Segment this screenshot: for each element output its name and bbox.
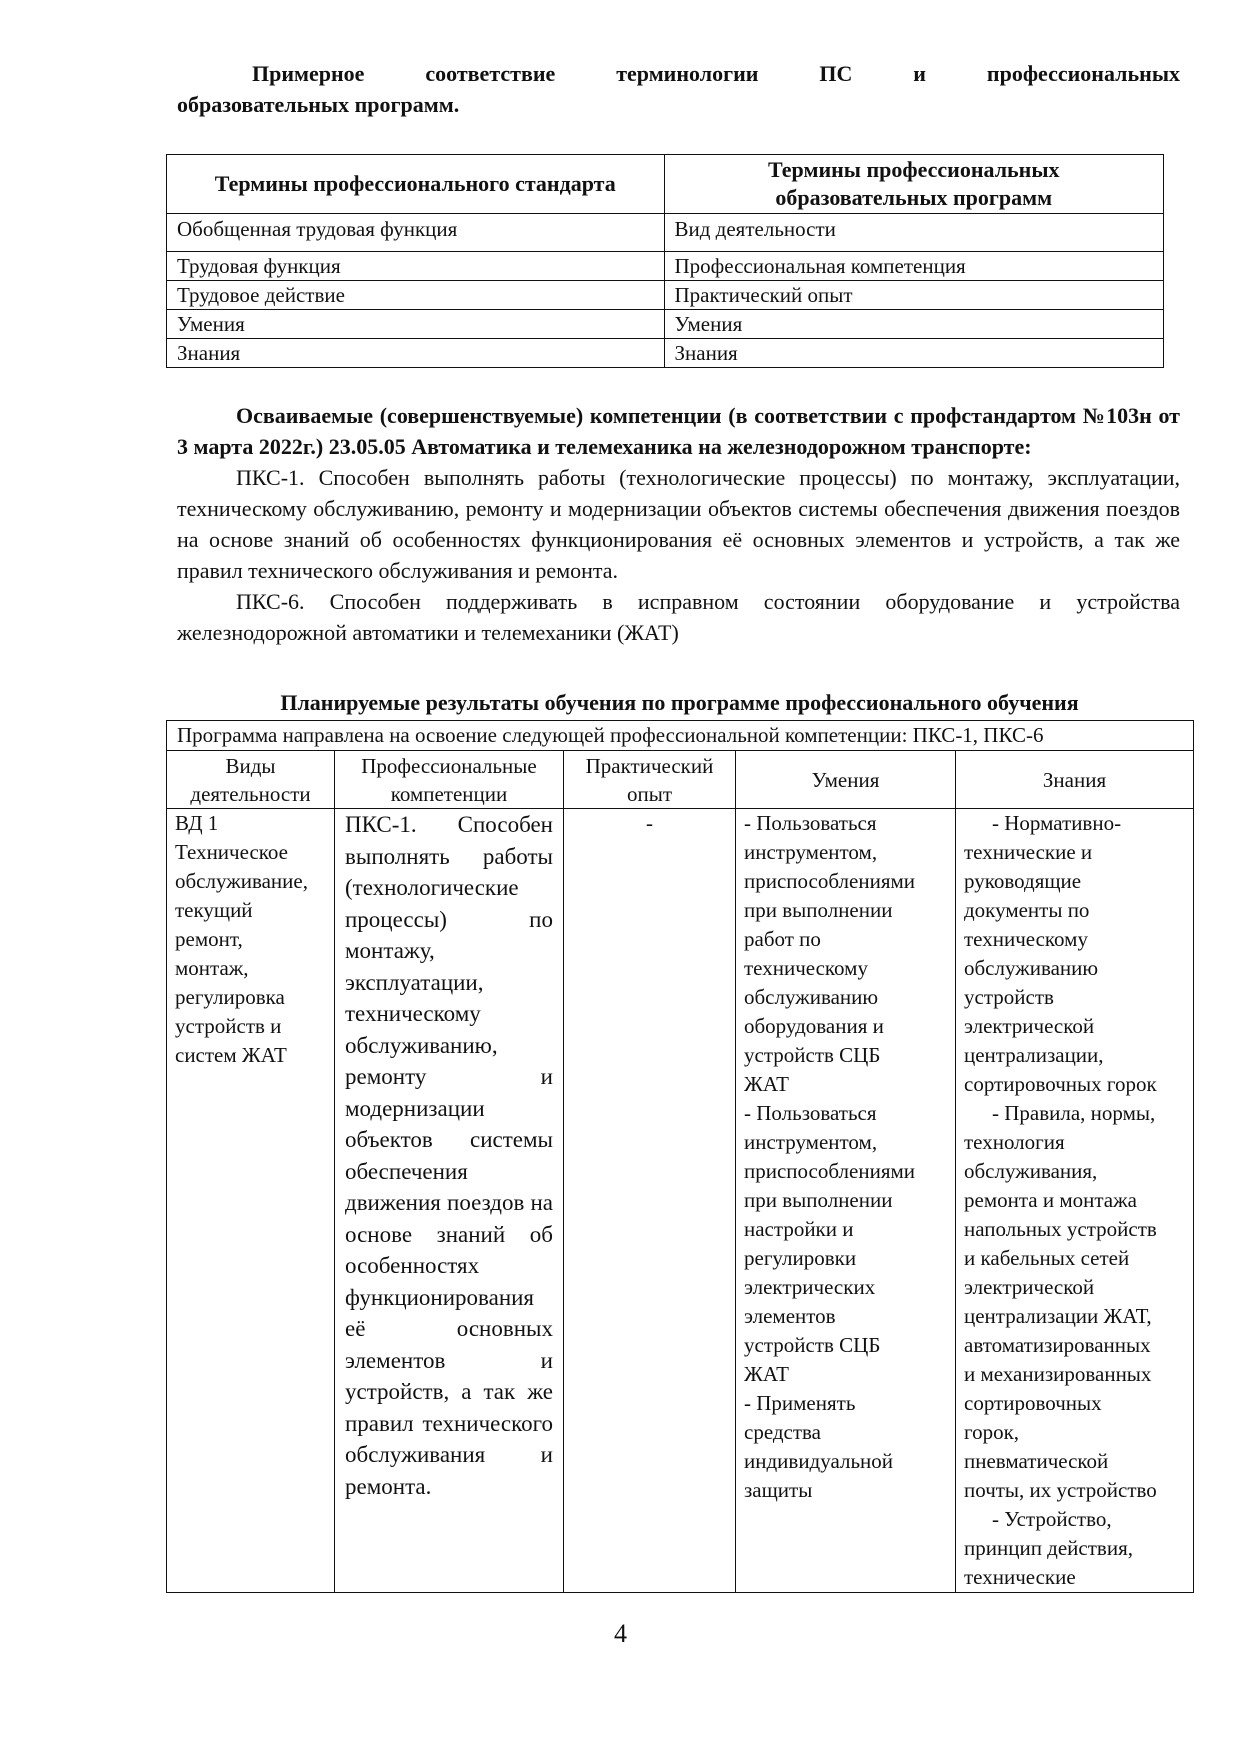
header-skills: Умения <box>736 751 956 809</box>
knowledge-line: централизации, <box>964 1043 1104 1067</box>
skill-line: настройки и <box>744 1217 854 1241</box>
program-intro-cell: Программа направлена на освоение следующей профессиональной компетенции: ПКС-1, ПКС-6 <box>167 721 1194 751</box>
table-row <box>167 214 1164 252</box>
heading-line-2: образовательных программ. <box>177 92 460 117</box>
activity-line: ВД 1 <box>175 811 219 835</box>
knowledge-line: обслуживания, <box>964 1159 1098 1183</box>
knowledge-cell <box>956 809 1194 1593</box>
table-row <box>167 339 1164 368</box>
knowledge-line: автоматизированных <box>964 1333 1151 1357</box>
knowledge-line: техническому <box>964 927 1088 951</box>
knowledge-line: сортировочных <box>964 1391 1102 1415</box>
activity-line: монтаж, <box>175 956 249 980</box>
table-row <box>167 252 1164 281</box>
knowledge-line: пневматической <box>964 1449 1109 1473</box>
skill-line: - Пользоваться <box>744 1101 877 1125</box>
activity-cell <box>167 809 335 1593</box>
activity-line: Техническое <box>175 840 288 864</box>
ps-term: Трудовое действие <box>167 281 665 310</box>
header-competencies: Профессиональные компетенции <box>335 751 564 809</box>
knowledge-line: обслуживанию <box>964 956 1099 980</box>
skill-line: оборудования и <box>744 1014 884 1038</box>
activity-line: устройств и <box>175 1014 282 1038</box>
program-term: Профессиональная компетенция <box>664 252 1164 281</box>
skill-line: - Применять <box>744 1391 856 1415</box>
skill-line: инструментом, <box>744 840 878 864</box>
activity-line: ремонт, <box>175 927 243 951</box>
skill-line: устройств СЦБ <box>744 1333 881 1357</box>
table-row <box>167 281 1164 310</box>
header-activity-types: Виды деятельности <box>167 751 335 809</box>
page-number: 4 <box>614 1619 627 1648</box>
header-knowledge: Знания <box>956 751 1194 809</box>
skill-line: - Пользоваться <box>744 811 877 835</box>
header-program-terms: Термины профессиональных образовательных программ <box>664 155 1164 214</box>
table-row <box>167 310 1164 339</box>
knowledge-line: - Нормативно- <box>992 811 1122 835</box>
header-practice: Практический опыт <box>564 751 736 809</box>
knowledge-line: устройств <box>964 985 1054 1009</box>
program-term: Практический опыт <box>664 281 1164 310</box>
knowledge-line: централизации ЖАТ, <box>964 1304 1152 1328</box>
skill-line: средства <box>744 1420 822 1444</box>
skill-line: регулировки <box>744 1246 857 1270</box>
competencies-section <box>177 400 1180 648</box>
ps-term: Трудовая функция <box>167 252 665 281</box>
heading-line-1: Примерное соответствие терминологии ПС и профессиональных <box>252 61 1180 86</box>
ps-term: Знания <box>167 339 665 368</box>
terms-correspondence-table <box>166 154 1164 368</box>
skill-line: приспособлениями <box>744 1159 916 1183</box>
activity-line: обслуживание, <box>175 869 308 893</box>
pks1-paragraph: ПКС-1. Способен выполнять работы (технологические процессы) по монтажу, эксплуатации, техническому обслуживанию, ремонту и модернизации объектов системы обеспечения движения поездов на основе знаний об особенностях функционирования её основных элементов и устройств, а так же правил технического обслуживания и ремонта. <box>177 465 1180 583</box>
knowledge-line: и кабельных сетей <box>964 1246 1130 1270</box>
knowledge-line: технология <box>964 1130 1065 1154</box>
knowledge-line: и механизированных <box>964 1362 1152 1386</box>
skills-cell <box>736 809 956 1593</box>
knowledge-line: руководящие <box>964 869 1082 893</box>
practice-cell: - <box>564 809 736 1593</box>
skill-line: при выполнении <box>744 1188 893 1212</box>
learning-results-table <box>166 720 1194 1593</box>
results-table-title: Планируемые результаты обучения по программе профессионального обучения <box>280 690 1079 715</box>
knowledge-line: технические <box>964 1565 1076 1589</box>
knowledge-line: электрической <box>964 1275 1095 1299</box>
table-row <box>167 809 1194 1593</box>
skill-line: приспособлениями <box>744 869 916 893</box>
skill-line: защиты <box>744 1478 813 1502</box>
program-term: Умения <box>664 310 1164 339</box>
ps-term: Обобщенная трудовая функция <box>167 214 665 252</box>
knowledge-line: электрической <box>964 1014 1095 1038</box>
skill-line: техническому <box>744 956 868 980</box>
activity-line: регулировка <box>175 985 285 1009</box>
knowledge-line: технические и <box>964 840 1093 864</box>
skill-line: устройств СЦБ <box>744 1043 881 1067</box>
knowledge-line: горок, <box>964 1420 1020 1444</box>
skill-line: ЖАТ <box>744 1362 789 1386</box>
activity-line: текущий <box>175 898 253 922</box>
skill-line: при выполнении <box>744 898 893 922</box>
skill-line: обслуживанию <box>744 985 879 1009</box>
ps-term: Умения <box>167 310 665 339</box>
knowledge-line: сортировочных горок <box>964 1072 1157 1096</box>
skill-line: электрических <box>744 1275 876 1299</box>
knowledge-line: принцип действия, <box>964 1536 1133 1560</box>
program-term: Знания <box>664 339 1164 368</box>
knowledge-line: почты, их устройство <box>964 1478 1157 1502</box>
skill-line: инструментом, <box>744 1130 878 1154</box>
skill-line: ЖАТ <box>744 1072 789 1096</box>
knowledge-line: документы по <box>964 898 1090 922</box>
competencies-heading: Осваиваемые (совершенствуемые) компетенции (в соответствии с профстандартом №103н от 3 марта 2022г.) 23.05.05 Автоматика и телемеханика на железнодорожном транспорте: <box>177 403 1180 459</box>
competence-cell: ПКС-1. Способен выполнять работы (технологические процессы) по монтажу, эксплуатации, техническому обслуживанию, ремонту и модернизации объектов системы обеспечения движения поездов на основе знаний об особенностях функционирования её основных элементов и устройств, а так же правил технического обслуживания и ремонта. <box>335 809 564 1593</box>
knowledge-line: напольных устройств <box>964 1217 1157 1241</box>
knowledge-line: - Правила, нормы, <box>992 1101 1156 1125</box>
skill-line: элементов <box>744 1304 836 1328</box>
knowledge-line: ремонта и монтажа <box>964 1188 1137 1212</box>
pks6-paragraph: ПКС-6. Способен поддерживать в исправном состоянии оборудование и устройства железнодорожной автоматики и телемеханики (ЖАТ) <box>177 589 1180 645</box>
program-term: Вид деятельности <box>664 214 1164 252</box>
skill-line: работ по <box>744 927 821 951</box>
section-heading-terminology <box>177 58 1180 120</box>
header-ps-terms: Термины профессионального стандарта <box>167 155 665 214</box>
skill-line: индивидуальной <box>744 1449 893 1473</box>
activity-line: систем ЖАТ <box>175 1043 287 1067</box>
knowledge-line: - Устройство, <box>992 1507 1112 1531</box>
